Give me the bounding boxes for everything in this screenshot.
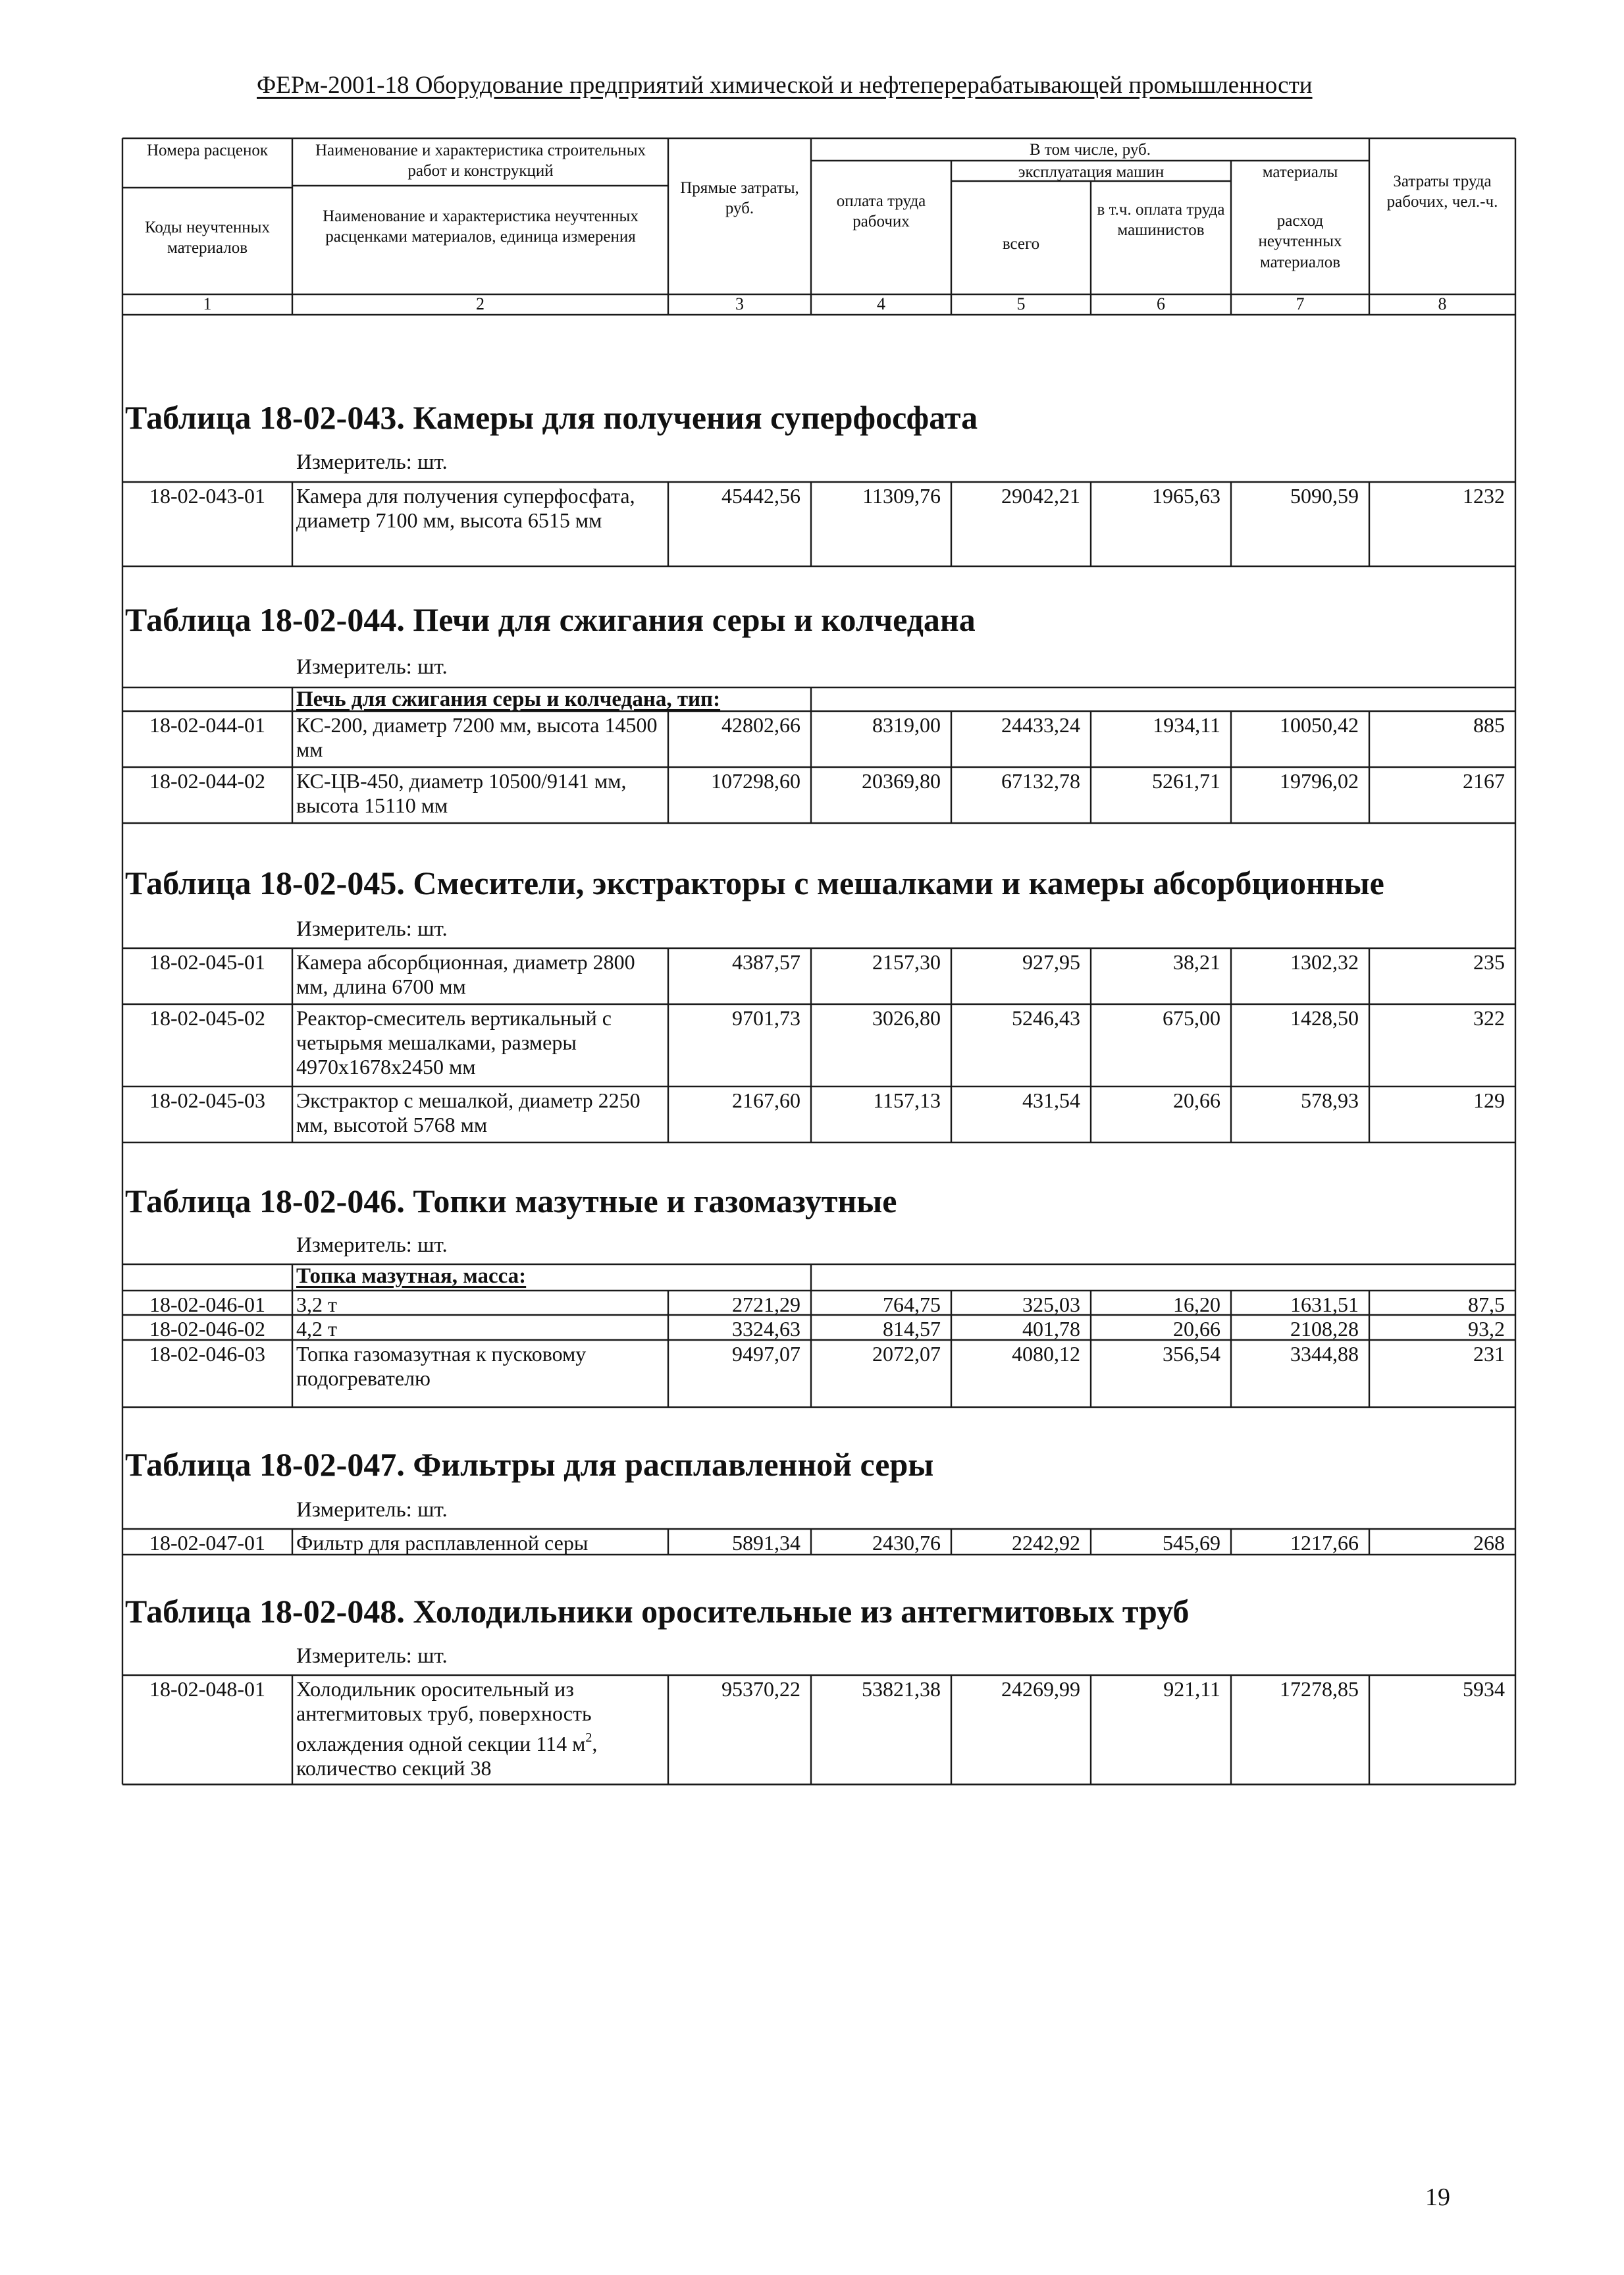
rate-description: Реактор-смеситель вертикальный с четырьмя мешалками, размеры 4970х1678х2450 мм [296, 1006, 612, 1079]
rate-description: 4,2 т [296, 1317, 337, 1341]
header-material-codes: Коды неучтенных материалов [145, 219, 270, 257]
page-number: 19 [1425, 2183, 1450, 2211]
worker-pay-value: 3026,80 [872, 1006, 941, 1030]
operator-pay-value: 921,11 [1163, 1677, 1220, 1701]
unit-of-measure: Измеритель: шт. [296, 1644, 448, 1668]
unit-of-measure: Измеритель: шт. [296, 655, 448, 679]
subgroup-header: Печь для сжигания серы и колчедана, тип: [296, 687, 721, 711]
labor-hours-value: 129 [1473, 1088, 1505, 1112]
header-material-name: Наименование и характеристика неучтенных расценками материалов, единица измерения [323, 207, 639, 246]
desc-line: антегмитовых труб, поверхность [296, 1701, 592, 1725]
materials-cost-value: 3344,88 [1290, 1342, 1359, 1366]
table-title: Таблица 18-02-045. Смесители, экстракторы с мешалками и камеры абсорбционные [125, 865, 1384, 901]
rate-code: 18-02-045-02 [149, 1006, 265, 1030]
rate-code: 18-02-045-03 [149, 1088, 265, 1112]
direct-costs-value: 45442,56 [721, 484, 800, 508]
desc-line: , [592, 1732, 598, 1755]
rate-description: Фильтр для расплавленной серы [296, 1531, 589, 1555]
header-materials: материалы [1262, 163, 1338, 181]
unit-of-measure: Измеритель: шт. [296, 1498, 448, 1522]
header-operator-pay: в т.ч. оплата труда машинистов [1097, 201, 1225, 240]
labor-hours-value: 5934 [1463, 1677, 1505, 1701]
direct-costs-value: 95370,22 [721, 1677, 800, 1701]
direct-costs-value: 9701,73 [732, 1006, 800, 1030]
direct-costs-value: 9497,07 [732, 1342, 800, 1366]
machines-total-value: 401,78 [1022, 1317, 1080, 1341]
table-title: Таблица 18-02-044. Печи для сжигания серы и колчедана [125, 601, 976, 638]
direct-costs-value: 3324,63 [732, 1317, 800, 1341]
materials-cost-value: 578,93 [1301, 1088, 1359, 1112]
column-number: 2 [476, 294, 485, 313]
rate-description: КС-200, диаметр 7200 мм, высота 14500 мм [296, 713, 658, 761]
worker-pay-value: 53821,38 [862, 1677, 941, 1701]
header-work-name: Наименование и характеристика строительных работ и конструкций [315, 142, 646, 180]
operator-pay-value: 20,66 [1173, 1317, 1220, 1341]
rate-code: 18-02-044-02 [149, 769, 265, 793]
labor-hours-value: 1232 [1463, 484, 1505, 508]
rate-code: 18-02-047-01 [149, 1531, 265, 1555]
operator-pay-value: 20,66 [1173, 1088, 1220, 1112]
direct-costs-value: 5891,34 [732, 1531, 800, 1555]
direct-costs-value: 42802,66 [721, 713, 800, 737]
direct-costs-value: 2167,60 [732, 1088, 800, 1112]
worker-pay-value: 814,57 [883, 1317, 941, 1341]
machines-total-value: 67132,78 [1001, 769, 1080, 793]
materials-cost-value: 1428,50 [1290, 1006, 1359, 1030]
materials-cost-value: 1631,51 [1290, 1293, 1359, 1316]
rate-description [296, 1677, 665, 1780]
worker-pay-value: 20369,80 [862, 769, 941, 793]
labor-hours-value: 322 [1473, 1006, 1505, 1030]
machines-total-value: 431,54 [1022, 1088, 1080, 1112]
column-number: 5 [1016, 294, 1026, 313]
rate-description: Камера для получения суперфосфата, диаметр 7100 мм, высота 6515 мм [296, 484, 635, 532]
worker-pay-value: 764,75 [883, 1293, 941, 1316]
labor-hours-value: 93,2 [1468, 1317, 1505, 1341]
column-number: 1 [203, 294, 212, 313]
direct-costs-value: 2721,29 [732, 1293, 800, 1316]
worker-pay-value: 2157,30 [872, 950, 941, 974]
desc-line: Холодильник оросительный из [296, 1677, 574, 1701]
column-number: 8 [1438, 294, 1447, 313]
machines-total-value: 5246,43 [1012, 1006, 1080, 1030]
operator-pay-value: 1934,11 [1153, 713, 1220, 737]
materials-cost-value: 17278,85 [1280, 1677, 1359, 1701]
labor-hours-value: 231 [1473, 1342, 1505, 1366]
machines-total-value: 24433,24 [1001, 713, 1080, 737]
rate-code: 18-02-046-02 [149, 1317, 265, 1341]
operator-pay-value: 675,00 [1163, 1006, 1220, 1030]
rate-description: 3,2 т [296, 1293, 337, 1316]
direct-costs-value: 107298,60 [711, 769, 800, 793]
labor-hours-value: 885 [1473, 713, 1505, 737]
operator-pay-value: 356,54 [1163, 1342, 1220, 1366]
header-including: В том числе, руб. [1029, 141, 1151, 159]
table-title: Таблица 18-02-047. Фильтры для расплавленной серы [125, 1446, 934, 1483]
rate-code: 18-02-044-01 [149, 713, 265, 737]
rate-description: Экстрактор с мешалкой, диаметр 2250 мм, высотой 5768 мм [296, 1088, 641, 1137]
worker-pay-value: 2072,07 [872, 1342, 941, 1366]
header-machines-total: всего [1002, 235, 1040, 253]
operator-pay-value: 545,69 [1163, 1531, 1220, 1555]
machines-total-value: 24269,99 [1001, 1677, 1080, 1701]
unit-of-measure: Измеритель: шт. [296, 450, 448, 474]
materials-cost-value: 10050,42 [1280, 713, 1359, 737]
column-number: 6 [1157, 294, 1165, 313]
unit-of-measure: Измеритель: шт. [296, 917, 448, 941]
operator-pay-value: 16,20 [1173, 1293, 1220, 1316]
operator-pay-value: 5261,71 [1152, 769, 1220, 793]
operator-pay-value: 38,21 [1173, 950, 1220, 974]
header-machine-operation: эксплуатация машин [1018, 163, 1165, 181]
machines-total-value: 29042,21 [1001, 484, 1080, 508]
machines-total-value: 4080,12 [1012, 1342, 1080, 1366]
operator-pay-value: 1965,63 [1152, 484, 1220, 508]
table-title: Таблица 18-02-043. Камеры для получения суперфосфата [125, 399, 978, 436]
rate-code: 18-02-045-01 [149, 950, 265, 974]
labor-hours-value: 235 [1473, 950, 1505, 974]
superscript: 2 [585, 1730, 592, 1745]
materials-cost-value: 1217,66 [1290, 1531, 1359, 1555]
subgroup-header: Топка мазутная, масса: [296, 1264, 527, 1288]
worker-pay-value: 11309,76 [862, 484, 941, 508]
materials-cost-value: 19796,02 [1280, 769, 1359, 793]
materials-cost-value: 1302,32 [1290, 950, 1359, 974]
table-title: Таблица 18-02-048. Холодильники оросительные из антегмитовых труб [125, 1593, 1190, 1630]
column-number: 4 [877, 294, 885, 313]
labor-hours-value: 2167 [1463, 769, 1505, 793]
rate-code: 18-02-048-01 [149, 1677, 265, 1701]
direct-costs-value: 4387,57 [732, 950, 800, 974]
machines-total-value: 2242,92 [1012, 1531, 1080, 1555]
machines-total-value: 927,95 [1022, 950, 1080, 974]
header-rate-numbers: Номера расценок [146, 142, 269, 159]
header-unaccounted-materials: расход неучтенных материалов [1258, 212, 1342, 271]
materials-cost-value: 2108,28 [1290, 1317, 1359, 1341]
desc-line: количество секций 38 [296, 1756, 492, 1780]
rate-description: Камера абсорбционная, диаметр 2800 мм, длина 6700 мм [296, 950, 635, 998]
rate-description: КС-ЦВ-450, диаметр 10500/9141 мм, высота 15110 мм [296, 769, 627, 817]
worker-pay-value: 2430,76 [872, 1531, 941, 1555]
materials-cost-value: 5090,59 [1290, 484, 1359, 508]
rate-code: 18-02-043-01 [149, 484, 265, 508]
rate-code: 18-02-046-01 [149, 1293, 265, 1316]
unit-of-measure: Измеритель: шт. [296, 1233, 448, 1257]
desc-line: охлаждения одной секции 114 м [296, 1732, 586, 1755]
rate-code: 18-02-046-03 [149, 1342, 265, 1366]
header-labor-costs: Затраты труда рабочих, чел.-ч. [1386, 173, 1498, 211]
labor-hours-value: 268 [1473, 1531, 1505, 1555]
header-direct-costs: Прямые затраты, руб. [680, 179, 799, 218]
header-worker-pay: оплата труда рабочих [836, 192, 926, 231]
column-number: 7 [1296, 294, 1305, 313]
table-title: Таблица 18-02-046. Топки мазутные и газомазутные [125, 1183, 897, 1219]
rate-description: Топка газомазутная к пусковому подогревателю [296, 1342, 587, 1390]
column-number: 3 [735, 294, 744, 313]
machines-total-value: 325,03 [1022, 1293, 1080, 1316]
worker-pay-value: 1157,13 [873, 1088, 941, 1112]
labor-hours-value: 87,5 [1468, 1293, 1505, 1316]
worker-pay-value: 8319,00 [872, 713, 941, 737]
document-title: ФЕРм-2001-18 Оборудование предприятий химической и нефтеперерабатывающей промышленности [257, 72, 1313, 99]
